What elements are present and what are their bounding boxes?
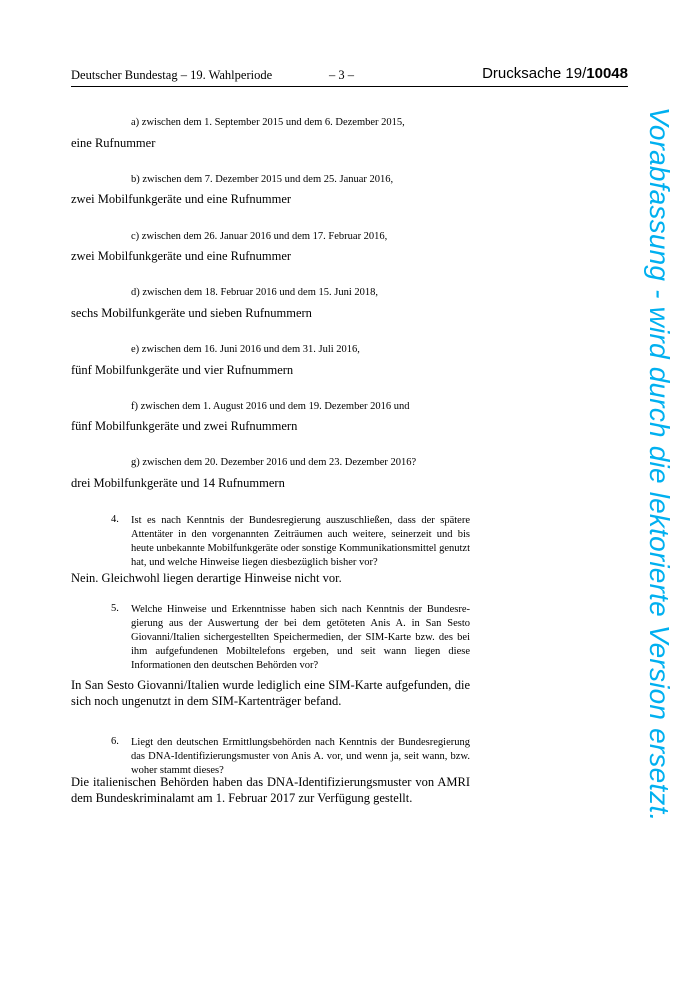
answer-f: fünf Mobilfunkgeräte und zwei Rufnummern [71,419,298,433]
document-number [482,65,628,82]
answer-b: zwei Mobilfunkgeräte und eine Rufnummer [71,192,292,206]
answer-a: eine Rufnummer [71,136,156,150]
question-number-5: 5. [111,603,119,614]
draft-watermark: Vorabfassung - wird durch die lektorierte Version ersetzt. [644,107,675,822]
page-number: – 3 – [329,68,354,82]
answer-4: Nein. Gleichwohl liegen derartige Hinweise nicht vor. [71,571,342,585]
answer-g: drei Mobilfunkgeräte und 14 Rufnummern [71,476,285,490]
answer-c: zwei Mobilfunkgeräte und eine Rufnummer [71,249,292,263]
question-text-5: Welche Hinweise und Erkenntnisse haben sich nach Kenntnis der Bundesregierung aus der Auswertung der bei dem getöteten Anis A. in San Sesto Giovanni/Italien sichergestellten Speichermedien, der SIM-Karte bzw. des bei ihm aufgefundenen Mobiltelefons ergeben, und seit wann liegen diese Informationen den deutschen Behörden vor? [131,604,470,671]
answer-6: Die italienischen Behörden haben das DNA-Identifizierungsmuster von AMRI dem Bundeskriminalamt am 1. Februar 2017 zur Verfügung gestellt. [71,775,470,805]
answer-d: sechs Mobilfunkgeräte und sieben Rufnummern [71,306,312,320]
question-number-6: 6. [111,736,119,747]
sub-question-b: b) zwischen dem 7. Dezember 2015 und dem 25. Januar 2016, [131,174,394,185]
sub-question-c: c) zwischen dem 26. Januar 2016 und dem 17. Februar 2016, [131,231,388,242]
sub-question-g: g) zwischen dem 20. Dezember 2016 und dem 23. Dezember 2016? [131,457,417,468]
sub-question-d: d) zwischen dem 18. Februar 2016 und dem 15. Juni 2018, [131,287,379,298]
page-header [71,66,628,87]
question-text-4: Ist es nach Kenntnis der Bundesregierung auszuschließen, dass der spätere Attentäter in den vorgenannten Zeiträumen auch weitere, seinerzeit und bis heute unbekannte Mobilfunkgeräte oder sonstige Kommunikationsmittel genutzt hat, und welche Hinweise liegen diesbezüglich bisher vor? [131,515,470,568]
answer-5: In San Sesto Giovanni/Italien wurde lediglich eine SIM-Karte aufgefunden, die sich noch ungenutzt in dem SIM-Kartenträger befand. [71,678,470,708]
sub-question-e: e) zwischen dem 16. Juni 2016 und dem 31. Juli 2016, [131,344,360,355]
header-publication: Deutscher Bundestag – 19. Wahlperiode [71,68,273,82]
answer-e: fünf Mobilfunkgeräte und vier Rufnummern [71,363,294,377]
sub-question-f: f) zwischen dem 1. August 2016 und dem 19. Dezember 2016 und [131,401,410,412]
document-label: Drucksache 19/ [482,65,587,82]
sub-question-a: a) zwischen dem 1. September 2015 und dem 6. Dezember 2015, [131,117,405,128]
question-number-4: 4. [111,514,119,525]
document-id: 10048 [586,65,628,82]
question-text-6: Liegt den deutschen Ermittlungsbehörden nach Kenntnis der Bundesregierung das DNA-Identifizierungsmuster von Anis A. vor, und wenn ja, seit wann, bzw. woher stammt dieses? [131,737,470,776]
